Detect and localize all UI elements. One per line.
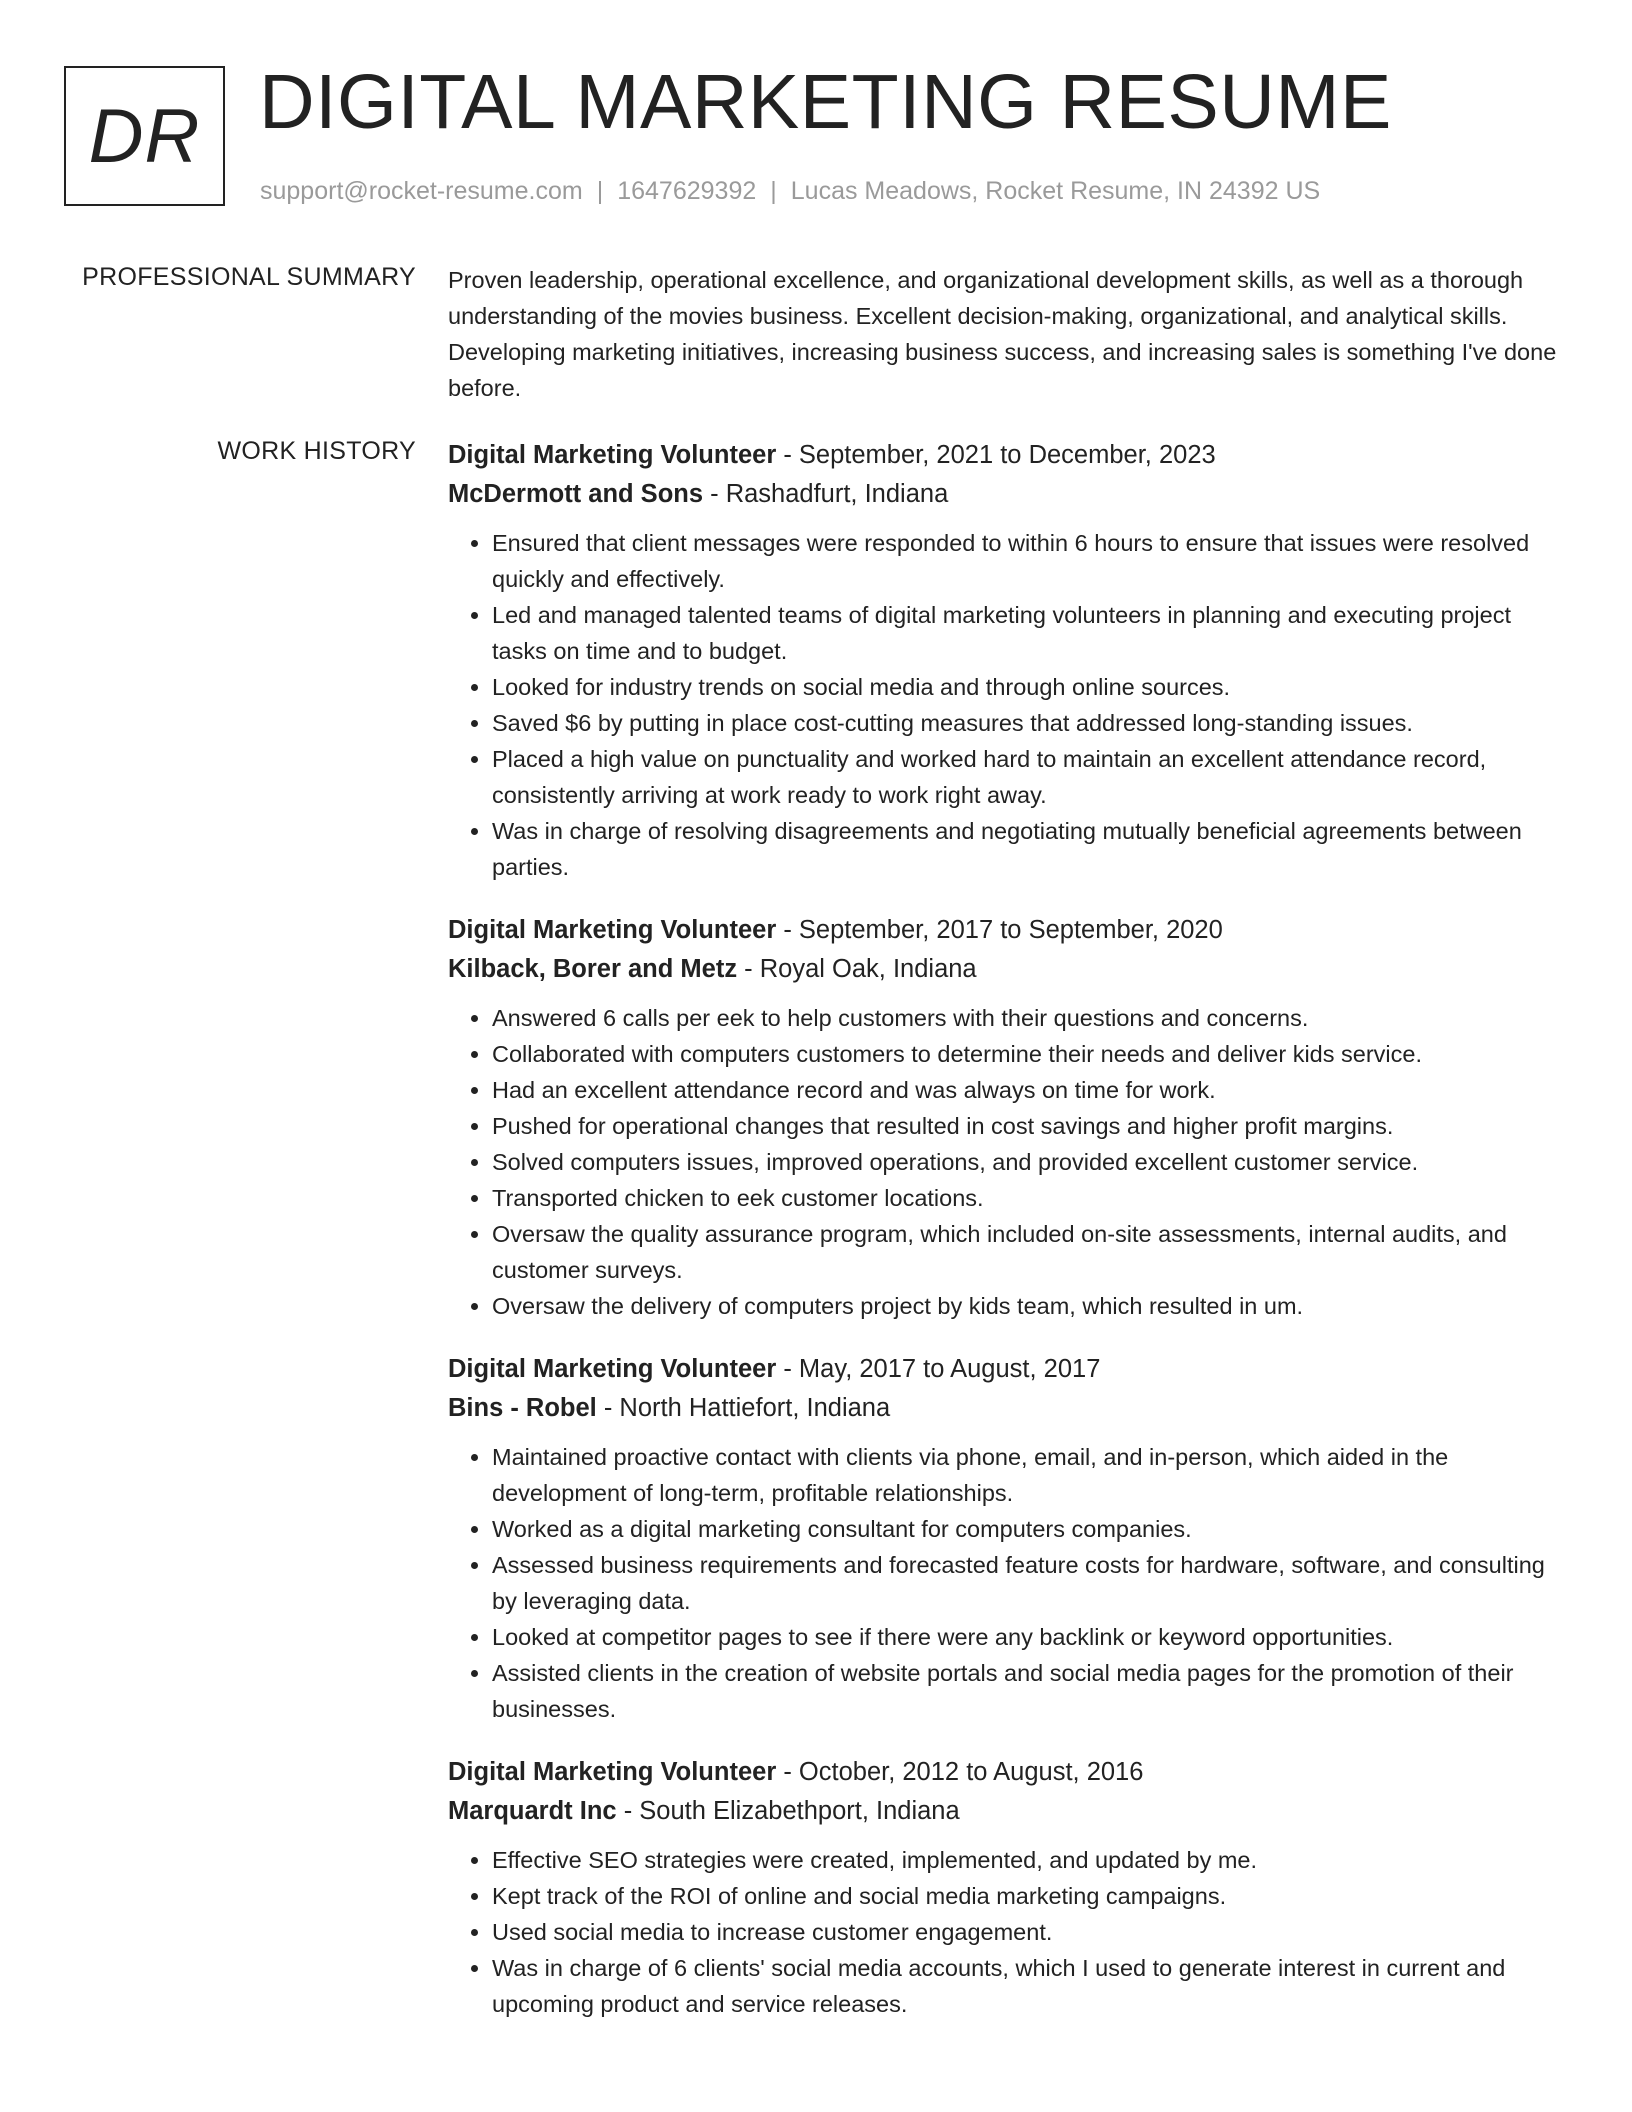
job-entry xyxy=(448,911,1568,1324)
job-company-line xyxy=(448,1792,1568,1831)
job-bullet: • Effective SEO strategies were created, implemented, and updated by me. xyxy=(492,1842,1568,1878)
job-dates: - October, 2012 to August, 2016 xyxy=(776,1758,1144,1786)
job-title: Digital Marketing Volunteer xyxy=(448,1355,777,1383)
contact-address: Lucas Meadows, Rocket Resume, IN 24392 US xyxy=(790,177,1321,205)
job-bullet: • Solved computers issues, improved operations, and provided excellent customer service. xyxy=(492,1144,1568,1180)
job-bullet: • Saved $6 by putting in place cost-cutting measures that addressed long-standing issues. xyxy=(492,705,1568,741)
job-company: Bins - Robel xyxy=(448,1394,597,1422)
job-entry xyxy=(448,1753,1568,2022)
monogram-initials: DR xyxy=(88,93,201,179)
job-company-line xyxy=(448,475,1568,514)
job-bullet: • Assessed business requirements and forecasted feature costs for hardware, software, and consulting by leveraging data. xyxy=(492,1547,1568,1619)
summary-text: Proven leadership, operational excellence, and organizational development skills, as well as a thorough understanding of the movies business. Excellent decision-making, organizational, and analytical skills. Developing marketing initiatives, increasing business success, and increasing sales is something I've done before. xyxy=(448,267,1557,401)
job-company: McDermott and Sons xyxy=(448,480,704,508)
job-title-line xyxy=(448,1753,1568,1792)
job-location: - South Elizabethport, Indiana xyxy=(616,1797,960,1825)
job-entry xyxy=(448,436,1568,885)
job-dates: - September, 2017 to September, 2020 xyxy=(776,916,1223,944)
job-bullet: • Maintained proactive contact with clients via phone, email, and in-person, which aided in the development of long-term, profitable relationships. xyxy=(492,1439,1568,1511)
job-bullet-list xyxy=(448,525,1568,885)
job-entry xyxy=(448,1350,1568,1727)
contact-phone: 1647629392 xyxy=(617,177,757,205)
job-dates: - May, 2017 to August, 2017 xyxy=(776,1355,1101,1383)
job-bullet-list xyxy=(448,1439,1568,1727)
job-bullet: • Answered 6 calls per eek to help customers with their questions and concerns. xyxy=(492,1000,1568,1036)
job-bullet: • Collaborated with computers customers to determine their needs and deliver kids service. xyxy=(492,1036,1568,1072)
job-bullet: • Ensured that client messages were responded to within 6 hours to ensure that issues were resolved quickly and effectively. xyxy=(492,525,1568,597)
job-bullet: • Assisted clients in the creation of website portals and social media pages for the promotion of their businesses. xyxy=(492,1655,1568,1727)
job-bullet: • Placed a high value on punctuality and worked hard to maintain an excellent attendance record, consistently arriving at work ready to work right away. xyxy=(492,741,1568,813)
job-location: - North Hattiefort, Indiana xyxy=(596,1394,891,1422)
resume-title: DIGITAL MARKETING RESUME xyxy=(259,59,1392,145)
monogram-box xyxy=(64,66,225,206)
job-bullet: • Was in charge of 6 clients' social media accounts, which I used to generate interest in current and upcoming product and service releases. xyxy=(492,1950,1568,2022)
job-bullet: • Led and managed talented teams of digital marketing volunteers in planning and executing project tasks on time and to budget. xyxy=(492,597,1568,669)
contact-email: support@rocket-resume.com xyxy=(260,177,583,205)
job-title-line xyxy=(448,436,1568,475)
contact-line xyxy=(260,176,1320,206)
job-title: Digital Marketing Volunteer xyxy=(448,1758,777,1786)
job-title: Digital Marketing Volunteer xyxy=(448,916,777,944)
job-dates: - September, 2021 to December, 2023 xyxy=(776,441,1216,469)
job-company-line xyxy=(448,950,1568,989)
job-bullet: • Pushed for operational changes that resulted in cost savings and higher profit margins. xyxy=(492,1108,1568,1144)
job-company-line xyxy=(448,1389,1568,1428)
contact-separator: | xyxy=(770,177,777,205)
job-bullet: • Looked at competitor pages to see if there were any backlink or keyword opportunities. xyxy=(492,1619,1568,1655)
summary-label: PROFESSIONAL SUMMARY xyxy=(82,263,416,291)
job-location: - Rashadfurt, Indiana xyxy=(703,480,949,508)
job-location: - Royal Oak, Indiana xyxy=(737,955,977,983)
job-bullet-list xyxy=(448,1000,1568,1324)
job-bullet: • Used social media to increase customer engagement. xyxy=(492,1914,1568,1950)
job-title-line xyxy=(448,911,1568,950)
job-bullet: • Kept track of the ROI of online and social media marketing campaigns. xyxy=(492,1878,1568,1914)
job-bullet: • Oversaw the delivery of computers project by kids team, which resulted in um. xyxy=(492,1288,1568,1324)
contact-separator: | xyxy=(596,177,604,205)
work-history-label: WORK HISTORY xyxy=(217,437,416,465)
job-title: Digital Marketing Volunteer xyxy=(448,441,777,469)
job-bullet: • Oversaw the quality assurance program, which included on-site assessments, internal audits, and customer surveys. xyxy=(492,1216,1568,1288)
job-bullet: • Had an excellent attendance record and was always on time for work. xyxy=(492,1072,1568,1108)
job-bullet: • Transported chicken to eek customer locations. xyxy=(492,1180,1568,1216)
job-bullet: • Looked for industry trends on social media and through online sources. xyxy=(492,669,1568,705)
job-bullet-list xyxy=(448,1842,1568,2022)
job-bullet: • Was in charge of resolving disagreements and negotiating mutually beneficial agreements between parties. xyxy=(492,813,1568,885)
job-bullet: • Worked as a digital marketing consultant for computers companies. xyxy=(492,1511,1568,1547)
job-company: Marquardt Inc xyxy=(448,1797,617,1825)
work-history-body xyxy=(448,436,1568,2048)
job-company: Kilback, Borer and Metz xyxy=(448,955,738,983)
summary-body xyxy=(448,262,1568,406)
job-title-line xyxy=(448,1350,1568,1389)
